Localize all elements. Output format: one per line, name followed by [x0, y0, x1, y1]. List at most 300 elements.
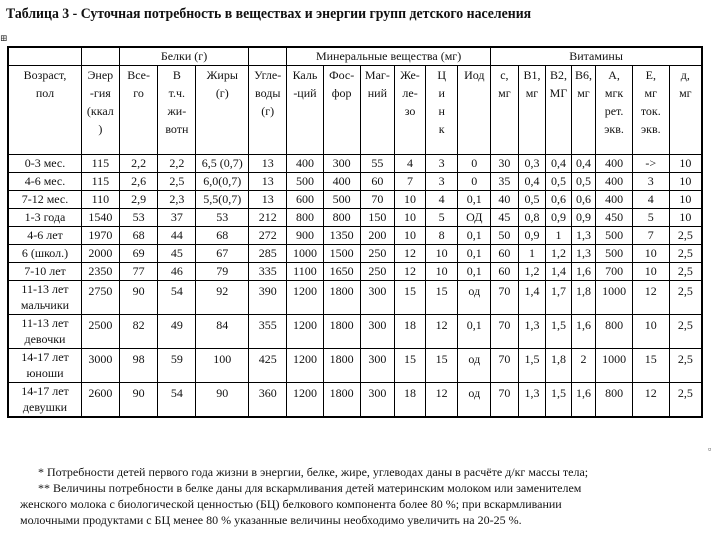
value-cell-fat: 90: [196, 383, 249, 418]
column-header-line: (г): [215, 86, 229, 100]
value-cell-p: 500: [323, 191, 360, 209]
value-cell-fat: 79: [196, 263, 249, 281]
value-cell-mg: 300: [360, 349, 395, 383]
value-cell-mg: 200: [360, 227, 395, 245]
value-cell-carbs: 390: [249, 281, 287, 315]
value-cell-p: 1800: [323, 315, 360, 349]
age-label: мальчики: [20, 298, 70, 312]
value-cell-fe: 12: [395, 245, 426, 263]
group-header-minerals: Минеральные вещества (мг): [287, 47, 491, 66]
value-cell-fe: 7: [395, 173, 426, 191]
age-label: юноши: [26, 366, 64, 380]
value-cell-protein_animal: 37: [158, 209, 196, 227]
column-header-line: В1,: [523, 68, 541, 82]
value-cell-mg: 55: [360, 155, 395, 173]
value-cell-fat: 100: [196, 349, 249, 383]
value-cell-energy: 2600: [81, 383, 119, 418]
column-header-line: Энер: [87, 68, 114, 82]
value-cell-vit_b2: 1,2: [546, 245, 572, 263]
value-cell-vit_a: 1000: [596, 281, 633, 315]
column-header-line: В: [172, 68, 181, 82]
age-cell: [8, 191, 81, 209]
column-header-line: -ций: [293, 86, 317, 100]
header-empty-cell: [8, 47, 81, 66]
value-cell-mg: 70: [360, 191, 395, 209]
header-empty-cell: [81, 47, 119, 66]
value-cell-vit_e: 15: [632, 349, 669, 383]
value-cell-vit_e: 12: [632, 281, 669, 315]
column-header-line: Каль: [292, 68, 318, 82]
column-header-p: [323, 66, 360, 155]
table-row: [8, 383, 702, 418]
value-cell-iodine: 0,1: [458, 191, 491, 209]
value-cell-iodine: 0,1: [458, 263, 491, 281]
value-cell-vit_e: 10: [632, 315, 669, 349]
value-cell-fat: 68: [196, 227, 249, 245]
age-cell: [8, 315, 81, 349]
value-cell-vit_b6: 0,5: [571, 173, 595, 191]
value-cell-vit_b6: 1,3: [571, 245, 595, 263]
column-header-line: (ккал: [86, 104, 114, 118]
value-cell-vit_a: 500: [596, 227, 633, 245]
footnote-2-cont: женского молока с биологической ценностью (БЦ) белкового компонента более 80 %; при вскармливании: [20, 497, 562, 511]
value-cell-ca: 600: [287, 191, 324, 209]
value-cell-fat: 92: [196, 281, 249, 315]
value-cell-carbs: 360: [249, 383, 287, 418]
column-header-vit_e: [632, 66, 669, 155]
value-cell-vit_a: 800: [596, 315, 633, 349]
value-cell-ca: 400: [287, 155, 324, 173]
value-cell-fe: 15: [395, 349, 426, 383]
value-cell-energy: 1970: [81, 227, 119, 245]
value-cell-vit_d: 10: [669, 173, 702, 191]
value-cell-carbs: 13: [249, 155, 287, 173]
value-cell-p: 300: [323, 155, 360, 173]
value-cell-vit_b1: 1,5: [518, 349, 546, 383]
age-label: 0-3 мес.: [24, 156, 66, 170]
value-cell-vit_c: 70: [491, 315, 519, 349]
age-cell: [8, 173, 81, 191]
column-header-protein_total: [119, 66, 158, 155]
value-cell-zn: 12: [425, 315, 458, 349]
table-row: [8, 155, 702, 173]
age-cell: [8, 155, 81, 173]
value-cell-iodine: од: [458, 349, 491, 383]
value-cell-ca: 500: [287, 173, 324, 191]
value-cell-protein_total: 68: [119, 227, 158, 245]
value-cell-zn: 15: [425, 281, 458, 315]
value-cell-vit_b1: 1,2: [518, 263, 546, 281]
value-cell-vit_d: 10: [669, 209, 702, 227]
value-cell-zn: 3: [425, 155, 458, 173]
age-label: 14-17 лет: [21, 350, 69, 364]
value-cell-fat: 67: [196, 245, 249, 263]
value-cell-ca: 1200: [287, 349, 324, 383]
column-header-line: вотн: [165, 122, 189, 136]
value-cell-vit_b2: 1,8: [546, 349, 572, 383]
age-cell: [8, 227, 81, 245]
value-cell-vit_a: 400: [596, 173, 633, 191]
column-header-line: Е,: [645, 68, 656, 82]
value-cell-mg: 300: [360, 281, 395, 315]
value-cell-ca: 900: [287, 227, 324, 245]
column-header-mg: [360, 66, 395, 155]
value-cell-vit_a: 800: [596, 383, 633, 418]
column-header-row: [8, 66, 702, 155]
table-row: [8, 209, 702, 227]
column-header-line: В2,: [549, 68, 567, 82]
value-cell-vit_d: 2,5: [669, 383, 702, 418]
value-cell-vit_d: 2,5: [669, 263, 702, 281]
table-row: [8, 281, 702, 315]
table-title: Таблица 3 - Суточная потребность в веществах и энергии групп детского населения: [6, 6, 532, 22]
value-cell-p: 800: [323, 209, 360, 227]
value-cell-fe: 15: [395, 281, 426, 315]
column-header-line: Жиры: [206, 68, 238, 82]
value-cell-zn: 4: [425, 191, 458, 209]
value-cell-zn: 3: [425, 173, 458, 191]
column-header-line: экв.: [604, 122, 624, 136]
column-header-line: пол: [35, 86, 55, 100]
value-cell-mg: 60: [360, 173, 395, 191]
age-label: девочки: [24, 332, 66, 346]
value-cell-vit_a: 450: [596, 209, 633, 227]
value-cell-ca: 1200: [287, 383, 324, 418]
column-header-line: ле-: [402, 86, 418, 100]
value-cell-vit_b6: 1,3: [571, 227, 595, 245]
value-cell-vit_b2: 0,5: [546, 173, 572, 191]
value-cell-protein_total: 98: [119, 349, 158, 383]
age-label: 14-17 лет: [21, 384, 69, 398]
table-row: [8, 191, 702, 209]
age-cell: [8, 209, 81, 227]
column-header-line: и: [438, 86, 445, 100]
column-header-line: Возраст,: [23, 68, 67, 82]
value-cell-energy: 115: [81, 155, 119, 173]
column-header-vit_b2: [546, 66, 572, 155]
group-header-vitamins: Витамины: [491, 47, 702, 66]
value-cell-p: 1800: [323, 383, 360, 418]
footnote-1: * Потребности детей первого года жизни в энергии, белке, жире, углеводах даны в расчёте д/кг массы тела;: [38, 465, 589, 479]
column-header-vit_b6: [571, 66, 595, 155]
value-cell-protein_total: 77: [119, 263, 158, 281]
column-header-energy: [81, 66, 119, 155]
value-cell-protein_animal: 46: [158, 263, 196, 281]
column-header-line: рет.: [604, 104, 624, 118]
value-cell-ca: 1200: [287, 281, 324, 315]
age-label: 7-12 мес.: [21, 192, 69, 206]
value-cell-vit_b6: 1,6: [571, 315, 595, 349]
column-header-line: В6,: [574, 68, 592, 82]
value-cell-iodine: 0: [458, 155, 491, 173]
value-cell-p: 1800: [323, 349, 360, 383]
value-cell-energy: 2000: [81, 245, 119, 263]
value-cell-protein_total: 90: [119, 281, 158, 315]
column-header-protein_animal: [158, 66, 196, 155]
value-cell-vit_e: 3: [632, 173, 669, 191]
value-cell-p: 1650: [323, 263, 360, 281]
age-label: 4-6 лет: [27, 228, 63, 242]
value-cell-iodine: 0,1: [458, 227, 491, 245]
age-label: 7-10 лет: [24, 264, 66, 278]
column-header-line: жи-: [167, 104, 187, 118]
age-cell: [8, 263, 81, 281]
value-cell-vit_b1: 1,3: [518, 383, 546, 418]
column-header-line: А,: [608, 68, 620, 82]
value-cell-vit_b6: 1,6: [571, 263, 595, 281]
column-header-line: ): [98, 122, 103, 136]
value-cell-vit_b1: 1: [518, 245, 546, 263]
column-header-line: д,: [680, 68, 690, 82]
value-cell-vit_b1: 0,4: [518, 173, 546, 191]
column-header-line: Иод: [464, 68, 485, 82]
value-cell-mg: 300: [360, 315, 395, 349]
age-label: 1-3 года: [24, 210, 66, 224]
value-cell-vit_e: 10: [632, 245, 669, 263]
value-cell-vit_b6: 0,9: [571, 209, 595, 227]
value-cell-carbs: 425: [249, 349, 287, 383]
table-row: [8, 315, 702, 349]
value-cell-vit_b2: 0,9: [546, 209, 572, 227]
value-cell-iodine: 0,1: [458, 315, 491, 349]
value-cell-energy: 2500: [81, 315, 119, 349]
column-header-line: мг: [679, 86, 692, 100]
column-header-fat: [196, 66, 249, 155]
column-header-line: к: [438, 122, 445, 136]
value-cell-iodine: од: [458, 281, 491, 315]
value-cell-protein_total: 82: [119, 315, 158, 349]
value-cell-vit_c: 30: [491, 155, 519, 173]
value-cell-energy: 110: [81, 191, 119, 209]
value-cell-p: 400: [323, 173, 360, 191]
value-cell-protein_animal: 59: [158, 349, 196, 383]
table-row: [8, 227, 702, 245]
value-cell-mg: 250: [360, 245, 395, 263]
age-label: 6 (школ.): [21, 246, 69, 260]
value-cell-iodine: од: [458, 383, 491, 418]
column-header-line: мг: [525, 86, 539, 100]
value-cell-protein_animal: 54: [158, 383, 196, 418]
column-header-line: мг: [498, 86, 511, 100]
value-cell-p: 1800: [323, 281, 360, 315]
value-cell-protein_total: 2,6: [119, 173, 158, 191]
value-cell-carbs: 13: [249, 173, 287, 191]
value-cell-ca: 1200: [287, 315, 324, 349]
value-cell-vit_c: 50: [491, 227, 519, 245]
value-cell-mg: 300: [360, 383, 395, 418]
value-cell-p: 1350: [323, 227, 360, 245]
group-header-proteins: Белки (г): [119, 47, 249, 66]
value-cell-zn: 15: [425, 349, 458, 383]
value-cell-protein_animal: 54: [158, 281, 196, 315]
value-cell-iodine: ОД: [458, 209, 491, 227]
value-cell-energy: 3000: [81, 349, 119, 383]
value-cell-protein_total: 53: [119, 209, 158, 227]
value-cell-protein_total: 90: [119, 383, 158, 418]
value-cell-fe: 18: [395, 383, 426, 418]
column-header-iodine: [458, 66, 491, 155]
column-header-zn: [425, 66, 458, 155]
value-cell-p: 1500: [323, 245, 360, 263]
value-cell-vit_e: 12: [632, 383, 669, 418]
value-cell-fat: 53: [196, 209, 249, 227]
value-cell-vit_b1: 0,9: [518, 227, 546, 245]
age-cell: [8, 349, 81, 383]
value-cell-protein_animal: 2,2: [158, 155, 196, 173]
value-cell-ca: 1000: [287, 245, 324, 263]
table-row: [8, 349, 702, 383]
value-cell-ca: 800: [287, 209, 324, 227]
age-label: 11-13 лет: [21, 316, 69, 330]
column-header-line: зо: [404, 104, 416, 118]
value-cell-vit_e: 5: [632, 209, 669, 227]
value-cell-vit_b6: 0,4: [571, 155, 595, 173]
column-header-line: Все-: [127, 68, 150, 82]
value-cell-fat: 5,5(0,7): [196, 191, 249, 209]
value-cell-vit_b2: 1,5: [546, 315, 572, 349]
value-cell-vit_a: 500: [596, 245, 633, 263]
age-label: 4-6 мес.: [24, 174, 66, 188]
column-header-line: т.ч.: [168, 86, 186, 100]
column-header-line: экв.: [640, 122, 661, 136]
age-cell: [8, 245, 81, 263]
column-header-line: Маг-: [364, 68, 390, 82]
value-cell-iodine: 0,1: [458, 245, 491, 263]
value-cell-vit_d: 2,5: [669, 227, 702, 245]
column-header-carbs: [249, 66, 287, 155]
value-cell-vit_b1: 1,3: [518, 315, 546, 349]
value-cell-fe: 10: [395, 209, 426, 227]
value-cell-vit_e: 10: [632, 263, 669, 281]
group-header-row: [8, 47, 702, 66]
column-header-age: [8, 66, 81, 155]
value-cell-zn: 10: [425, 245, 458, 263]
value-cell-vit_a: 1000: [596, 349, 633, 383]
value-cell-protein_animal: 49: [158, 315, 196, 349]
value-cell-vit_b2: 1,7: [546, 281, 572, 315]
value-cell-vit_b2: 1,5: [546, 383, 572, 418]
value-cell-vit_b2: 0,4: [546, 155, 572, 173]
column-header-line: мгк: [604, 86, 624, 100]
value-cell-iodine: 0: [458, 173, 491, 191]
column-header-line: (г): [261, 104, 275, 118]
table-row: [8, 173, 702, 191]
column-header-line: Ц: [437, 68, 446, 82]
value-cell-ca: 1100: [287, 263, 324, 281]
value-cell-carbs: 272: [249, 227, 287, 245]
value-cell-fe: 10: [395, 191, 426, 209]
value-cell-vit_a: 400: [596, 191, 633, 209]
column-header-line: мг: [577, 86, 590, 100]
value-cell-fe: 18: [395, 315, 426, 349]
value-cell-vit_e: 7: [632, 227, 669, 245]
column-header-line: ний: [367, 86, 388, 100]
value-cell-fe: 10: [395, 227, 426, 245]
table-row: [8, 263, 702, 281]
age-cell: [8, 383, 81, 418]
value-cell-vit_c: 60: [491, 245, 519, 263]
value-cell-carbs: 212: [249, 209, 287, 227]
selection-handle-icon: ⊞: [0, 33, 8, 43]
column-header-vit_c: [491, 66, 519, 155]
age-cell: [8, 281, 81, 315]
value-cell-vit_b6: 0,6: [571, 191, 595, 209]
footnote-2-cont: молочными продуктами с БЦ менее 80 % указанные величины необходимо увеличить на 20-25 %.: [20, 513, 522, 527]
age-label: 11-13 лет: [21, 282, 69, 296]
value-cell-vit_c: 70: [491, 383, 519, 418]
column-header-vit_b1: [518, 66, 546, 155]
table-row: [8, 245, 702, 263]
value-cell-fe: 12: [395, 263, 426, 281]
header-empty-cell: [249, 47, 287, 66]
nutrition-table: [7, 46, 703, 418]
value-cell-fe: 4: [395, 155, 426, 173]
value-cell-protein_total: 69: [119, 245, 158, 263]
value-cell-vit_b6: 1,8: [571, 281, 595, 315]
value-cell-vit_c: 40: [491, 191, 519, 209]
value-cell-protein_animal: 44: [158, 227, 196, 245]
value-cell-energy: 1540: [81, 209, 119, 227]
value-cell-energy: 2350: [81, 263, 119, 281]
value-cell-vit_e: ->: [632, 155, 669, 173]
column-header-ca: [287, 66, 324, 155]
value-cell-zn: 12: [425, 383, 458, 418]
value-cell-vit_d: 2,5: [669, 245, 702, 263]
value-cell-protein_animal: 45: [158, 245, 196, 263]
value-cell-vit_b2: 1,4: [546, 263, 572, 281]
age-label: девушки: [22, 400, 68, 414]
value-cell-vit_b1: 0,5: [518, 191, 546, 209]
value-cell-vit_c: 60: [491, 263, 519, 281]
value-cell-vit_b2: 1: [546, 227, 572, 245]
value-cell-vit_b2: 0,6: [546, 191, 572, 209]
column-header-line: Фос-: [329, 68, 355, 82]
value-cell-vit_d: 10: [669, 155, 702, 173]
value-cell-vit_a: 700: [596, 263, 633, 281]
value-cell-mg: 250: [360, 263, 395, 281]
value-cell-vit_d: 2,5: [669, 349, 702, 383]
value-cell-protein_animal: 2,5: [158, 173, 196, 191]
value-cell-vit_c: 45: [491, 209, 519, 227]
value-cell-vit_d: 2,5: [669, 281, 702, 315]
column-header-vit_d: [669, 66, 702, 155]
column-header-vit_a: [596, 66, 633, 155]
value-cell-energy: 2750: [81, 281, 119, 315]
value-cell-vit_d: 2,5: [669, 315, 702, 349]
column-header-line: ток.: [640, 104, 661, 118]
column-header-line: го: [133, 86, 144, 100]
column-header-line: Же-: [400, 68, 420, 82]
value-cell-mg: 150: [360, 209, 395, 227]
value-cell-vit_b1: 1,4: [518, 281, 546, 315]
value-cell-zn: 5: [425, 209, 458, 227]
value-cell-energy: 115: [81, 173, 119, 191]
value-cell-vit_b6: 2: [571, 349, 595, 383]
column-header-line: с,: [500, 68, 509, 82]
column-header-line: мг: [644, 86, 658, 100]
value-cell-vit_b1: 0,3: [518, 155, 546, 173]
value-cell-fat: 84: [196, 315, 249, 349]
value-cell-protein_animal: 2,3: [158, 191, 196, 209]
value-cell-carbs: 335: [249, 263, 287, 281]
value-cell-vit_c: 35: [491, 173, 519, 191]
column-header-fe: [395, 66, 426, 155]
value-cell-carbs: 13: [249, 191, 287, 209]
value-cell-carbs: 355: [249, 315, 287, 349]
value-cell-vit_c: 70: [491, 281, 519, 315]
value-cell-zn: 10: [425, 263, 458, 281]
value-cell-vit_d: 10: [669, 191, 702, 209]
